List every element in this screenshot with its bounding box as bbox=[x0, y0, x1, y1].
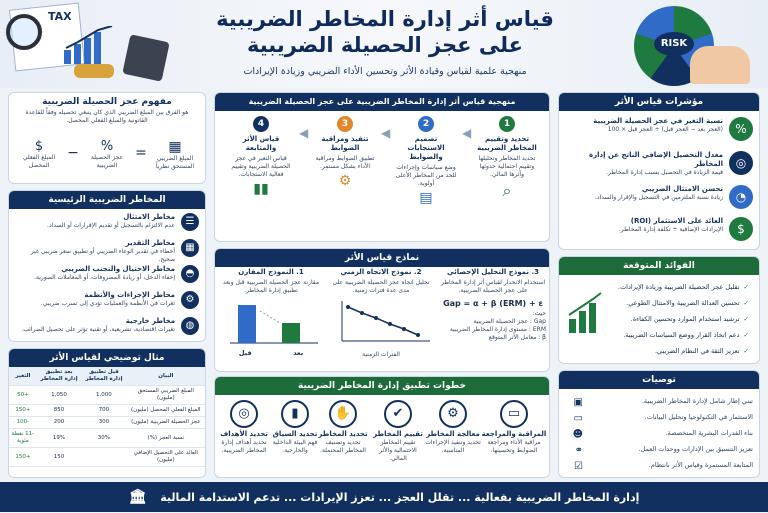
benefit-item: ✓ تقليل عجز الحصيلة الضريبية وزيادة الإيرادات. bbox=[605, 279, 755, 295]
app-step-3 bbox=[370, 400, 426, 463]
risk-item bbox=[15, 291, 199, 309]
table-cell: -11 نقطة مئوية bbox=[9, 429, 37, 448]
app-step-title: تحديد السياق bbox=[272, 430, 318, 438]
method-step-1 bbox=[476, 116, 538, 201]
recommendation-item: تبني إطار شامل لإدارة المخاطر الضريبية. bbox=[641, 397, 753, 405]
concept-panel bbox=[8, 92, 206, 184]
app-step-2 bbox=[425, 400, 481, 455]
app-step-text: مراقبة الأداء ومراجعة الضوابط وتحسينها. bbox=[487, 439, 541, 454]
table-cell: 19% bbox=[37, 429, 81, 448]
application-title: خطوات تطبيق إدارة المخاطر الضريبية bbox=[215, 377, 549, 395]
bar-chart-icon: ▮▮ bbox=[253, 181, 269, 197]
risk-item-text: ثغرات في الأنظمة والعمليات تؤدي إلى تسرب ضريبي. bbox=[40, 300, 175, 307]
app-step-6 bbox=[218, 400, 270, 455]
table-cell: 300 bbox=[81, 417, 126, 429]
risk-item-text: تغيرات اقتصادية، تشريعية، أو تقنية تؤثر على تحصيل الضرائب. bbox=[21, 326, 175, 333]
footer-banner bbox=[0, 482, 768, 512]
shield-check-icon: ✔ bbox=[384, 400, 412, 428]
tax-illustration bbox=[4, 4, 180, 84]
page-title-line1: قياس أثر إدارة المخاطر الضريبية bbox=[216, 7, 554, 31]
table-cell: 200 bbox=[37, 417, 81, 429]
risk-item-text: إخفاء الدخل، أو زيادة المصروفات، أو المعاملات الصورية. bbox=[34, 274, 175, 281]
coins-icon bbox=[74, 64, 114, 78]
table-cell: +150 bbox=[9, 405, 37, 417]
eq-minus: − bbox=[67, 145, 79, 161]
label-after: بعد bbox=[293, 349, 304, 357]
pie-icon: ◔ bbox=[729, 185, 753, 209]
table-cell: العائد على التحصيل الإضافي (مليون) bbox=[127, 448, 205, 467]
growth-bars-icon bbox=[62, 26, 122, 64]
model-trend bbox=[328, 268, 434, 359]
app-step-text: تحديد أهداف إدارة المخاطر الضريبية. bbox=[221, 439, 267, 454]
risk-item bbox=[15, 213, 199, 231]
indicator-title: نسبة التغير في عجز الحصيلة الضريبية bbox=[593, 117, 723, 125]
step-number: 1 bbox=[499, 116, 515, 132]
model-legend-title: حيث: bbox=[532, 310, 546, 317]
table-cell: +50 bbox=[9, 386, 37, 405]
tax-label: TAX bbox=[48, 10, 72, 23]
app-step-title: المراقبة والمراجعة bbox=[481, 430, 547, 438]
example-panel bbox=[8, 348, 206, 478]
eq-equal: = bbox=[135, 145, 147, 161]
page-subtitle: منهجية علمية لقياس وقيادة الأثر وتحسين الأداء الضريبي وزيادة الإيرادات bbox=[243, 66, 527, 77]
risk-item-title: مخاطر الاحتيال والتجنب الضريبي bbox=[61, 265, 175, 273]
indicator-text: الإيرادات الإضافية ÷ تكلفة إدارة المخاطر. bbox=[618, 226, 723, 233]
gears-icon: ⚙ bbox=[181, 291, 199, 309]
monitor-icon: ▭ bbox=[500, 400, 528, 428]
risk-item-title: مخاطر خارجية bbox=[125, 317, 175, 325]
eq-actual: المبلغ الفعلي المحصل bbox=[22, 154, 56, 169]
bank-icon: 🏛 bbox=[128, 489, 147, 505]
risk-item-title: مخاطر الامتثال bbox=[123, 213, 175, 221]
recommendations-title: توصيات bbox=[559, 371, 759, 389]
model-title: 1. النموذج المقارن bbox=[238, 268, 304, 276]
app-step-title: تقييم المخاطر bbox=[373, 430, 423, 438]
calculator-icon bbox=[122, 34, 169, 81]
app-step-title: تحديد المخاطر bbox=[318, 430, 368, 438]
hand-icon: ✋ bbox=[329, 400, 357, 428]
app-step-text: تحديد وتصنيف المخاطر المحتملة. bbox=[320, 439, 366, 454]
model-legend: β : معامل الأثر المتوقع bbox=[488, 334, 546, 341]
label-before: قبل bbox=[238, 349, 252, 357]
benefit-item: ✓ تحسين العدالة الضريبية والامتثال الطوعي. bbox=[605, 295, 755, 311]
recommendation-item: تعزيز التنسيق بين الإدارات ووحدات العمل. bbox=[638, 445, 753, 453]
table-row bbox=[9, 405, 205, 417]
table-row bbox=[9, 448, 205, 467]
risk-illustration bbox=[620, 2, 764, 86]
table-cell: 150 bbox=[37, 448, 81, 467]
globe-icon: ◍ bbox=[181, 317, 199, 335]
page-title-line2: على عجز الحصيلة الضريبية bbox=[246, 33, 524, 57]
gear-icon: ⚙ bbox=[338, 173, 352, 189]
money-bag-icon: $ bbox=[34, 139, 44, 154]
step-text: قياس التغير في عجز الحصيلة الضريبية وتقييم فعالية الاستجابات. bbox=[231, 155, 291, 178]
magnifier-icon bbox=[6, 14, 42, 50]
table-cell: المبلغ الفعلي المحصل (مليون) bbox=[127, 405, 205, 417]
risks-panel bbox=[8, 190, 206, 342]
indicator-text: قيمة الزيادة في التحصيل بسبب إدارة المخاطر. bbox=[606, 169, 723, 176]
comparison-bar-chart bbox=[224, 297, 324, 345]
trend-axis-label: الفترات الزمنية bbox=[362, 351, 400, 358]
concept-title: مفهوم عجز الحصيلة الضريبية bbox=[42, 97, 172, 107]
people-icon: ☻ bbox=[572, 429, 583, 440]
incognito-icon: ◓ bbox=[181, 265, 199, 283]
step-title: تحديد وتقييم المخاطر الضريبية bbox=[477, 135, 537, 152]
risk-item bbox=[15, 317, 199, 335]
step-title: تنفيذ ومراقبة الضوابط bbox=[321, 135, 369, 152]
table-cell: المبلغ الضريبي المستحق (مليون) bbox=[127, 386, 205, 405]
search-icon: ⌕ bbox=[502, 181, 512, 200]
growth-chart-icon bbox=[567, 291, 605, 335]
table-cell: 700 bbox=[81, 405, 126, 417]
model-title: 3. نموذج التحليل الإحصائي bbox=[447, 268, 539, 276]
handshake-icon: ⚭ bbox=[574, 445, 583, 456]
table-cell: 1,000 bbox=[81, 386, 126, 405]
step-title: تصميم الاستجابات والضوابط bbox=[407, 135, 445, 161]
table-cell: +150 bbox=[9, 448, 37, 467]
method-step-2 bbox=[395, 116, 457, 206]
risk-item bbox=[15, 239, 199, 264]
model-text: تحليل اتجاه عجز الحصيلة الضريبية على مدى عدة فترات زمنية. bbox=[332, 279, 430, 294]
arrow-icon: ◀ bbox=[299, 126, 309, 140]
step-number: 3 bbox=[337, 116, 353, 132]
calculator-icon: ▦ bbox=[181, 239, 199, 257]
model-comparative bbox=[218, 268, 324, 357]
table-cell: 30% bbox=[81, 429, 126, 448]
footer-text: إدارة المخاطر الضريبية بفعالية ... تقلل العجز ... تعزز الإيرادات ... تدعم الاستدامة المالية bbox=[160, 491, 640, 504]
benefit-item: ✓ ترشيد استخدام الموارد وتحسين الكفاءة. bbox=[605, 311, 755, 327]
calculator-icon: ▦ bbox=[168, 139, 182, 155]
table-header: بعد تطبيق إدارة المخاطر bbox=[37, 367, 81, 386]
indicator-title: تحسن الامتثال الضريبي bbox=[641, 185, 723, 193]
percent-icon: % bbox=[729, 117, 753, 141]
step-number: 4 bbox=[253, 116, 269, 132]
expected-title: الفوائد المتوقعة bbox=[559, 257, 759, 275]
trend-line-chart bbox=[334, 297, 434, 347]
model-legend: ERM : مستوى إدارة المخاطر الضريبية bbox=[449, 326, 546, 333]
list-icon: ☰ bbox=[181, 213, 199, 231]
model-formula: Gap = α + β (ERM) + ε bbox=[443, 299, 543, 308]
table-row bbox=[9, 386, 205, 405]
step-text: وضع سياسات وإجراءات للحد من المخاطر الأعلى أولوية. bbox=[395, 164, 457, 187]
app-step-text: فهم البيئة الداخلية والخارجية. bbox=[272, 439, 318, 454]
bar-before bbox=[238, 305, 256, 343]
example-table bbox=[9, 367, 205, 467]
eq-potential: المبلغ الضريبي المستحق نظرياً bbox=[155, 155, 195, 170]
arrow-icon: ◀ bbox=[381, 126, 391, 140]
frame-icon: ▣ bbox=[573, 397, 583, 408]
eq-gap: عجز الحصيلة الضريبية bbox=[90, 154, 124, 169]
step-number: 2 bbox=[418, 116, 434, 132]
risk-item-title: مخاطر التقدير bbox=[125, 239, 175, 247]
monitor-icon: ▭ bbox=[573, 413, 583, 424]
risk-label: RISK bbox=[654, 32, 694, 56]
risks-title: المخاطر الضريبية الرئيسية bbox=[9, 191, 205, 209]
recommendation-item: الاستثمار في التكنولوجيا وتحليل البيانات. bbox=[644, 413, 753, 421]
step-title: قياس الأثر والمتابعة bbox=[242, 135, 280, 152]
app-step-1 bbox=[480, 400, 548, 455]
indicator-title: العائد على الاستثمار (ROI) bbox=[630, 217, 723, 225]
model-title: 2. نموذج الاتجاه الزمني bbox=[340, 268, 422, 276]
table-header: قبل تطبيق إدارة المخاطر bbox=[81, 367, 126, 386]
checklist-icon: ☑ bbox=[574, 461, 583, 472]
indicator-item bbox=[565, 185, 753, 209]
indicator-text: (العجز بعد − العجز قبل) ÷ العجز قبل × 100 bbox=[607, 126, 723, 133]
risk-item-text: أخطاء في تقدير الوعاء الضريبي أو تطبيق سعر ضريبي غير صحيح. bbox=[30, 248, 175, 263]
app-step-text: تقييم المخاطر الاحتمالية والأثر المالي. bbox=[379, 439, 417, 462]
table-header: التغير bbox=[9, 367, 37, 386]
step-text: تحديد المخاطر وتحليلها وتقييم احتمالية حدوثها وأثرها المالي. bbox=[478, 155, 536, 178]
coins-icon: $ bbox=[729, 217, 753, 241]
table-row bbox=[9, 429, 205, 448]
risk-item bbox=[15, 265, 199, 283]
method-step-3 bbox=[314, 116, 376, 189]
table-cell bbox=[81, 448, 126, 467]
indicator-item bbox=[565, 117, 753, 141]
benefit-item: ✓ دعم اتخاذ القرار ووضع السياسات الضريبية. bbox=[605, 327, 755, 343]
indicator-text: زيادة نسبة الملتزمين في التسجيل والإقرار والسداد. bbox=[595, 194, 723, 201]
model-legend: Gap : عجز الحصيلة الضريبية bbox=[473, 318, 546, 325]
app-step-title: تحديد الأهداف bbox=[220, 430, 268, 438]
indicators-title: مؤشرات قياس الأثر bbox=[559, 93, 759, 111]
recommendation-item: بناء القدرات البشرية المتخصصة. bbox=[665, 429, 753, 437]
indicator-title: معدل التحصيل الإضافي الناتج عن إدارة المخاطر bbox=[588, 151, 723, 168]
table-row bbox=[9, 417, 205, 429]
table-cell: عجز الحصيلة الضريبية (مليون) bbox=[127, 417, 205, 429]
table-header: البيان bbox=[127, 367, 205, 386]
table-cell: 1,050 bbox=[37, 386, 81, 405]
table-header-row bbox=[9, 367, 205, 386]
percent-icon: % bbox=[100, 139, 114, 154]
benefit-item: ✓ تعزيز الثقة في النظام الضريبي. bbox=[605, 343, 755, 359]
app-step-5 bbox=[270, 400, 320, 455]
recommendation-item: المتابعة المستمرة وقياس الأثر بانتظام. bbox=[648, 461, 753, 469]
indicator-item bbox=[565, 151, 753, 177]
step-text: تطبيق الضوابط ومراقبة الأداء بشكل مستمر. bbox=[315, 155, 375, 170]
table-cell: -100 bbox=[9, 417, 37, 429]
method-step-4 bbox=[230, 116, 292, 197]
models-title: نماذج قياس الأثر bbox=[215, 249, 549, 267]
table-cell: نسبة العجز (%) bbox=[127, 429, 205, 448]
chart-icon: ▮ bbox=[281, 400, 309, 428]
bar-after bbox=[282, 323, 300, 343]
gears-icon: ⚙ bbox=[439, 400, 467, 428]
risk-item-title: مخاطر الإجراءات والأنظمة bbox=[84, 291, 175, 299]
arrow-icon: ◀ bbox=[462, 126, 472, 140]
expected-panel bbox=[558, 256, 760, 364]
table-cell: 850 bbox=[37, 405, 81, 417]
indicator-item bbox=[565, 217, 753, 241]
model-text: مقارنة عجز الحصيلة الضريبية قبل وبعد تطبيق إدارة المخاطر. bbox=[222, 279, 320, 294]
app-step-title: معالجة المخاطر bbox=[426, 430, 480, 438]
recommendations-panel bbox=[558, 370, 760, 478]
methodology-title: منهجية قياس أثر إدارة المخاطر الضريبية على عجز الحصيلة الضريبية bbox=[215, 93, 549, 111]
document-icon: ▤ bbox=[419, 190, 433, 206]
hand-icon bbox=[690, 46, 750, 84]
risk-item-text: عدم الالتزام بالتسجيل أو تقديم الإقرارات أو السداد. bbox=[47, 222, 175, 229]
model-statistical bbox=[440, 268, 546, 342]
app-step-text: تحديد وتنفيذ الإجراءات المناسبة. bbox=[425, 439, 481, 454]
app-step-4 bbox=[315, 400, 371, 455]
model-text: استخدام الانحدار لقياس أثر إدارة المخاطر على عجز الحصيلة الضريبية. bbox=[440, 279, 546, 294]
concept-text: هو الفرق بين المبلغ الضريبي الذي كان ينبغي تحصيله وفقاً للقاعدة القانونية والمبلغ الفعلي المحصل. bbox=[25, 109, 189, 124]
example-title: مثال توضيحي لقياس الأثر bbox=[9, 349, 205, 367]
target-icon: ◎ bbox=[729, 151, 753, 175]
target-icon: ◎ bbox=[230, 400, 258, 428]
indicators-panel bbox=[558, 92, 760, 250]
